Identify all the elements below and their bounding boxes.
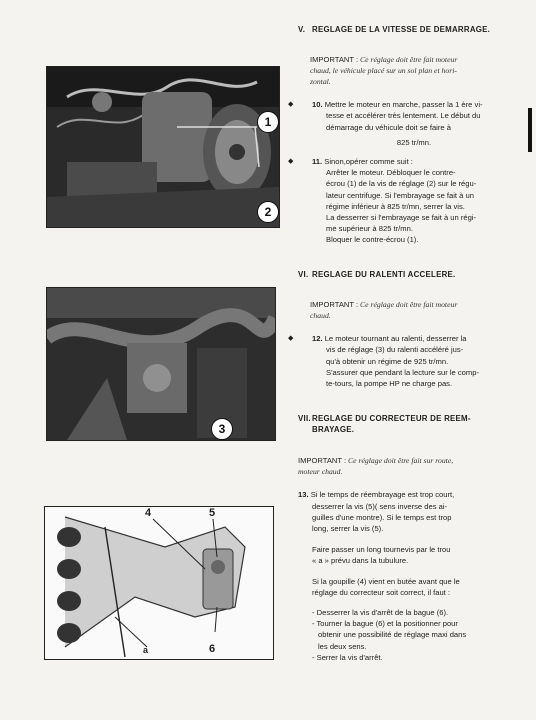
list-item: - Desserrer la vis d'arrêt de la bague (6). (312, 608, 449, 618)
section-vi-title: VI. REGLAGE DU RALENTI ACCELERE. (298, 270, 456, 279)
callout-3: 3 (211, 418, 233, 440)
callout-1: 1 (257, 111, 279, 133)
fast-idle-illustration (47, 288, 275, 440)
section-vi (288, 269, 516, 389)
section-vi-important: IMPORTANT : Ce réglage doit être fait moteur chaud. (310, 300, 458, 321)
procedure-list (298, 607, 516, 663)
photo-starting-speed-regulator (46, 66, 280, 228)
section-vii-important: IMPORTANT : Ce réglage doit être fait sur route, moteur chaud. (298, 456, 454, 477)
step-11: ◆ 11. Sinon,opérer comme suit : Arrêter le moteur. Débloquer le contre- écrou (1) de la vis de réglage (2) sur le régu- lateur centrifuge. Si l'embrayage se fait à un régime inférieur à 825 tr/mn, serrer la vis. La desserrer si l'embrayage se fait à un régi- me supérieur à 825 tr/mn. Bloquer le contre-écrou (1). (288, 157, 477, 245)
step-12: ◆ 12. Le moteur tournant au ralenti, desserrer la vis de réglage (3) du ralenti accéléré jus- qu'à obtenir un régime de 925 tr/mn. S'assurer que pendant la lecture sur le comp- te-tours, la pompe HP ne charge pas. (288, 334, 479, 389)
photo-fast-idle-screw (46, 287, 276, 441)
section-v (288, 24, 516, 246)
callout-2: 2 (257, 201, 279, 223)
paragraph-screwdriver: Faire passer un long tournevis par le trou « a » prévu dans la tubulure. (312, 545, 451, 566)
step-13: 13. Si le temps de réembrayage est trop court, desserrer la vis (5)( sens inverse des ai- guilles d'une montre). Si le temps est trop long, serrer la vis (5). (298, 490, 455, 534)
step-10: ◆ 10. Mettre le moteur en marche, passer la 1 ère vi- tesse et accélérer très lentement. Le début du démarrage du véhicule doit se faire à 825 tr/mn. (288, 100, 483, 147)
label-a: a (143, 645, 149, 655)
page-edge-tab (528, 108, 532, 152)
section-v-title: V. REGLAGE DE LA VITESSE DE DEMARRAGE. (298, 25, 491, 34)
section-v-important: IMPORTANT : Ce réglage doit être fait moteur chaud, le véhicule placé sur un sol plan et hori- zontal. (310, 55, 458, 87)
engine-regulator-illustration (47, 67, 279, 227)
list-item: - Tourner la bague (6) et la positionner pour obtenir une possibilité de réglage maxi dans les deux sens. (312, 619, 467, 651)
section-vii: VII.REGLAGE DU CORRECTEUR DE REEM- BRAYAGE. IMPORTANT : Ce réglage doit être fait sur route, moteur chaud. 13. Si le temps de réembrayage est trop court, desserrer la vis (5)( sens inverse des ai- guilles d'une montre). Si le temps est trop long, serrer la vis (5). Faire passer un long tournevis par le trou « a » prévu dans la tubulure. Si la goupille (4) vient en butée avant que le réglage du correcteur soit correct, il faut : - Desserrer la vis d'arrêt de la bague (6). - Tourner la bague (6) et la positionner pour obtenir une possibilité de réglage maxi dans les deux sens. - Serrer la vis d'arrêt. (298, 413, 516, 663)
label-4: 4 (145, 507, 152, 519)
paragraph-pin: Si la goupille (4) vient en butée avant que le réglage du correcteur soit correct, il faut : (312, 576, 460, 597)
diagram-re-engagement-corrector (44, 506, 274, 660)
section-vii-title: VII.REGLAGE DU CORRECTEUR DE REEM- (298, 414, 471, 423)
list-item: - Serrer la vis d'arrêt. (312, 652, 383, 662)
label-6: 6 (209, 643, 216, 655)
label-5: 5 (209, 507, 216, 519)
corrector-line-drawing (45, 507, 273, 659)
